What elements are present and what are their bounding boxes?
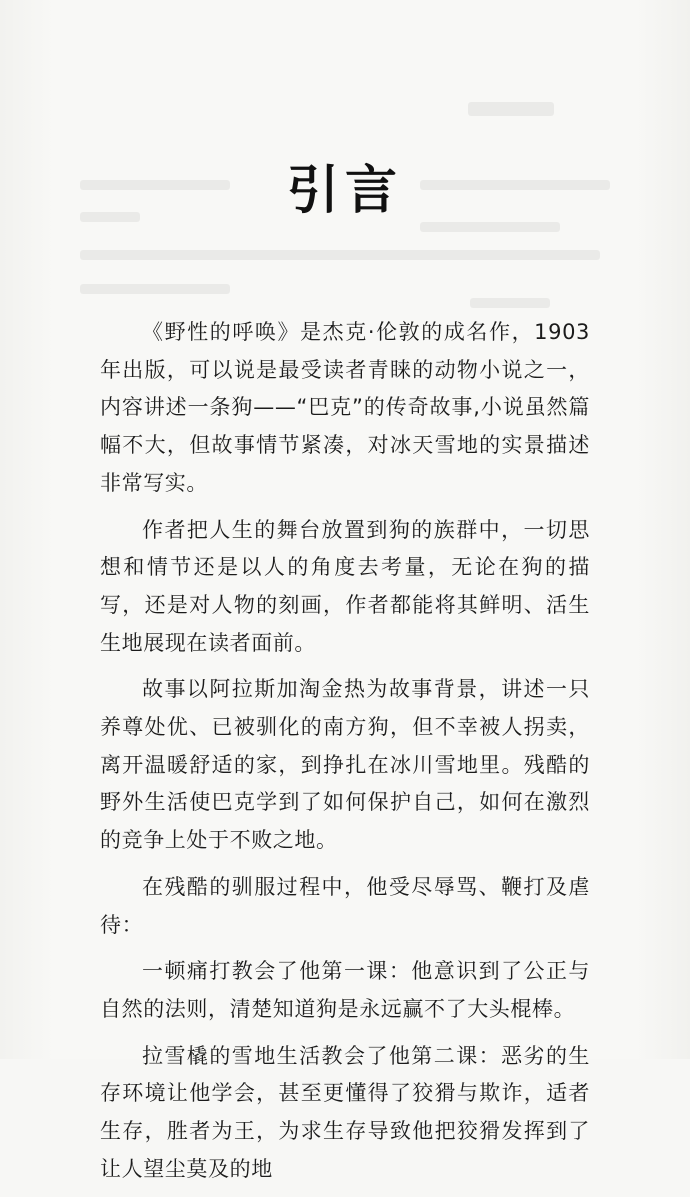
paragraph: 在残酷的驯服过程中，他受尽辱骂、鞭打及虐待： (100, 874, 590, 937)
show-through-line (80, 250, 600, 260)
page-title: 引言 (286, 161, 403, 221)
show-through-line (470, 298, 550, 308)
show-through-line (420, 222, 560, 232)
paragraph: 作者把人生的舞台放置到狗的族群中，一切思想和情节还是以人的角度去考量，无论在狗的描写，还是对人物的刻画，作者都能将其鲜明、活生生地展现在读者面前。 (100, 517, 590, 655)
show-through-line (80, 284, 230, 294)
paragraph: 故事以阿拉斯加淘金热为故事背景，讲述一只养尊处优、已被驯化的南方狗，但不幸被人拐卖，离开温暖舒适的家，到挣扎在冰川雪地里。残酷的野外生活使巴克学到了如何保护自己，如何在激烈的竞争上处于不败之地。 (100, 677, 590, 853)
paragraph: 《野性的呼唤》是杰克·伦敦的成名作，1903年出版，可以说是最受读者青睐的动物小说之一，内容讲述一条狗——“巴克”的传奇故事,小说虽然篇幅不大，但故事情节紧凑，对冰天雪地的实景描述非常写实。 (100, 320, 590, 495)
paragraph: 拉雪橇的雪地生活教会了他第二课：恶劣的生存环境让他学会，甚至更懂得了狡猾与欺诈，适者生存，胜者为王，为求生存导致他把狡猾发挥到了让人望尘莫及的地 (100, 1043, 590, 1181)
paragraph: 一顿痛打教会了他第一课：他意识到了公正与自然的法则，清楚知道狗是永远赢不了大头棍棒。 (100, 959, 590, 1021)
body-text (100, 314, 590, 1197)
show-through-line (468, 102, 554, 116)
